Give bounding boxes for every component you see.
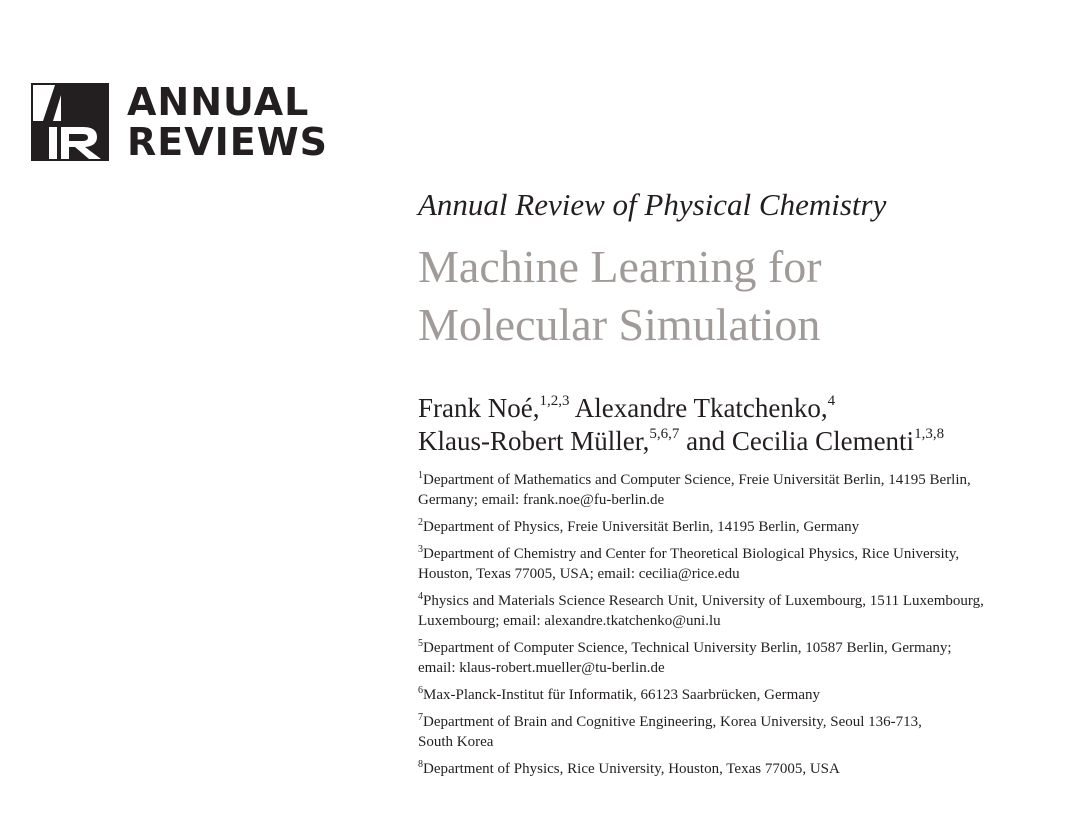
affiliation-item [418,470,1058,510]
affiliation-number: 8 [418,759,423,770]
author-line-1 [418,392,1058,425]
affiliation-line: South Korea [418,734,494,750]
affiliation-item [418,759,1058,779]
affiliation-line: Department of Physics, Rice University, Houston, Texas 77005, USA [423,761,840,777]
affiliation-number: 6 [418,685,423,696]
author-name: and Cecilia Clementi [686,426,915,456]
title-line-1: Machine Learning for [418,241,822,292]
affiliation-number: 7 [418,712,423,723]
author-affiliation-sup: 5,6,7 [649,426,680,442]
author-list [418,392,1058,458]
title-line-2: Molecular Simulation [418,299,821,350]
affiliation-item [418,544,1058,584]
affiliation-number: 1 [418,470,423,481]
author-affiliation-sup: 1,2,3 [539,393,570,409]
logo-line-annual: ANNUAL [127,80,310,124]
affiliation-line: Germany; email: frank.noe@fu-berlin.de [418,492,665,508]
affiliation-line: Houston, Texas 77005, USA; email: cecilia@rice.edu [418,566,740,582]
affiliation-line: Department of Mathematics and Computer Science, Freie Universität Berlin, 14195 Berlin, [423,472,971,488]
article-front-matter [418,186,1058,786]
ar-logo-icon [31,83,109,161]
logo-line-reviews: REVIEWS [127,120,329,164]
journal-name: Annual Review of Physical Chemistry [418,187,887,222]
logo-wordmark [127,82,328,162]
author-name: Frank Noé, [418,393,540,423]
author-affiliation-sup: 4 [827,393,836,409]
affiliation-line: Department of Brain and Cognitive Engineering, Korea University, Seoul 136-713, [423,714,922,730]
affiliation-number: 3 [418,544,423,555]
affiliation-number: 4 [418,591,423,602]
annual-reviews-logo [31,82,328,162]
affiliation-number: 2 [418,517,423,528]
author-name: Klaus-Robert Müller, [418,426,650,456]
affiliation-line: email: klaus-robert.mueller@tu-berlin.de [418,660,665,676]
affiliation-item [418,517,1058,537]
affiliation-item [418,591,1058,631]
affiliation-line: Department of Chemistry and Center for Theoretical Biological Physics, Rice University, [423,546,960,562]
affiliation-item [418,638,1058,678]
affiliation-item [418,712,1058,752]
affiliation-item [418,685,1058,705]
affiliation-list [418,470,1058,779]
author-name: Alexandre Tkatchenko, [574,393,828,423]
affiliation-line: Department of Physics, Freie Universität Berlin, 14195 Berlin, Germany [423,519,860,535]
affiliation-number: 5 [418,638,423,649]
affiliation-line: Max-Planck-Institut für Informatik, 66123 Saarbrücken, Germany [423,687,820,703]
author-line-2 [418,425,1058,458]
affiliation-line: Department of Computer Science, Technical University Berlin, 10587 Berlin, Germany; [423,640,952,656]
article-title [418,238,1058,354]
affiliation-line: Physics and Materials Science Research Unit, University of Luxembourg, 1511 Luxembourg, [423,593,984,609]
affiliation-line: Luxembourg; email: alexandre.tkatchenko@uni.lu [418,613,721,629]
author-affiliation-sup: 1,3,8 [914,426,945,442]
